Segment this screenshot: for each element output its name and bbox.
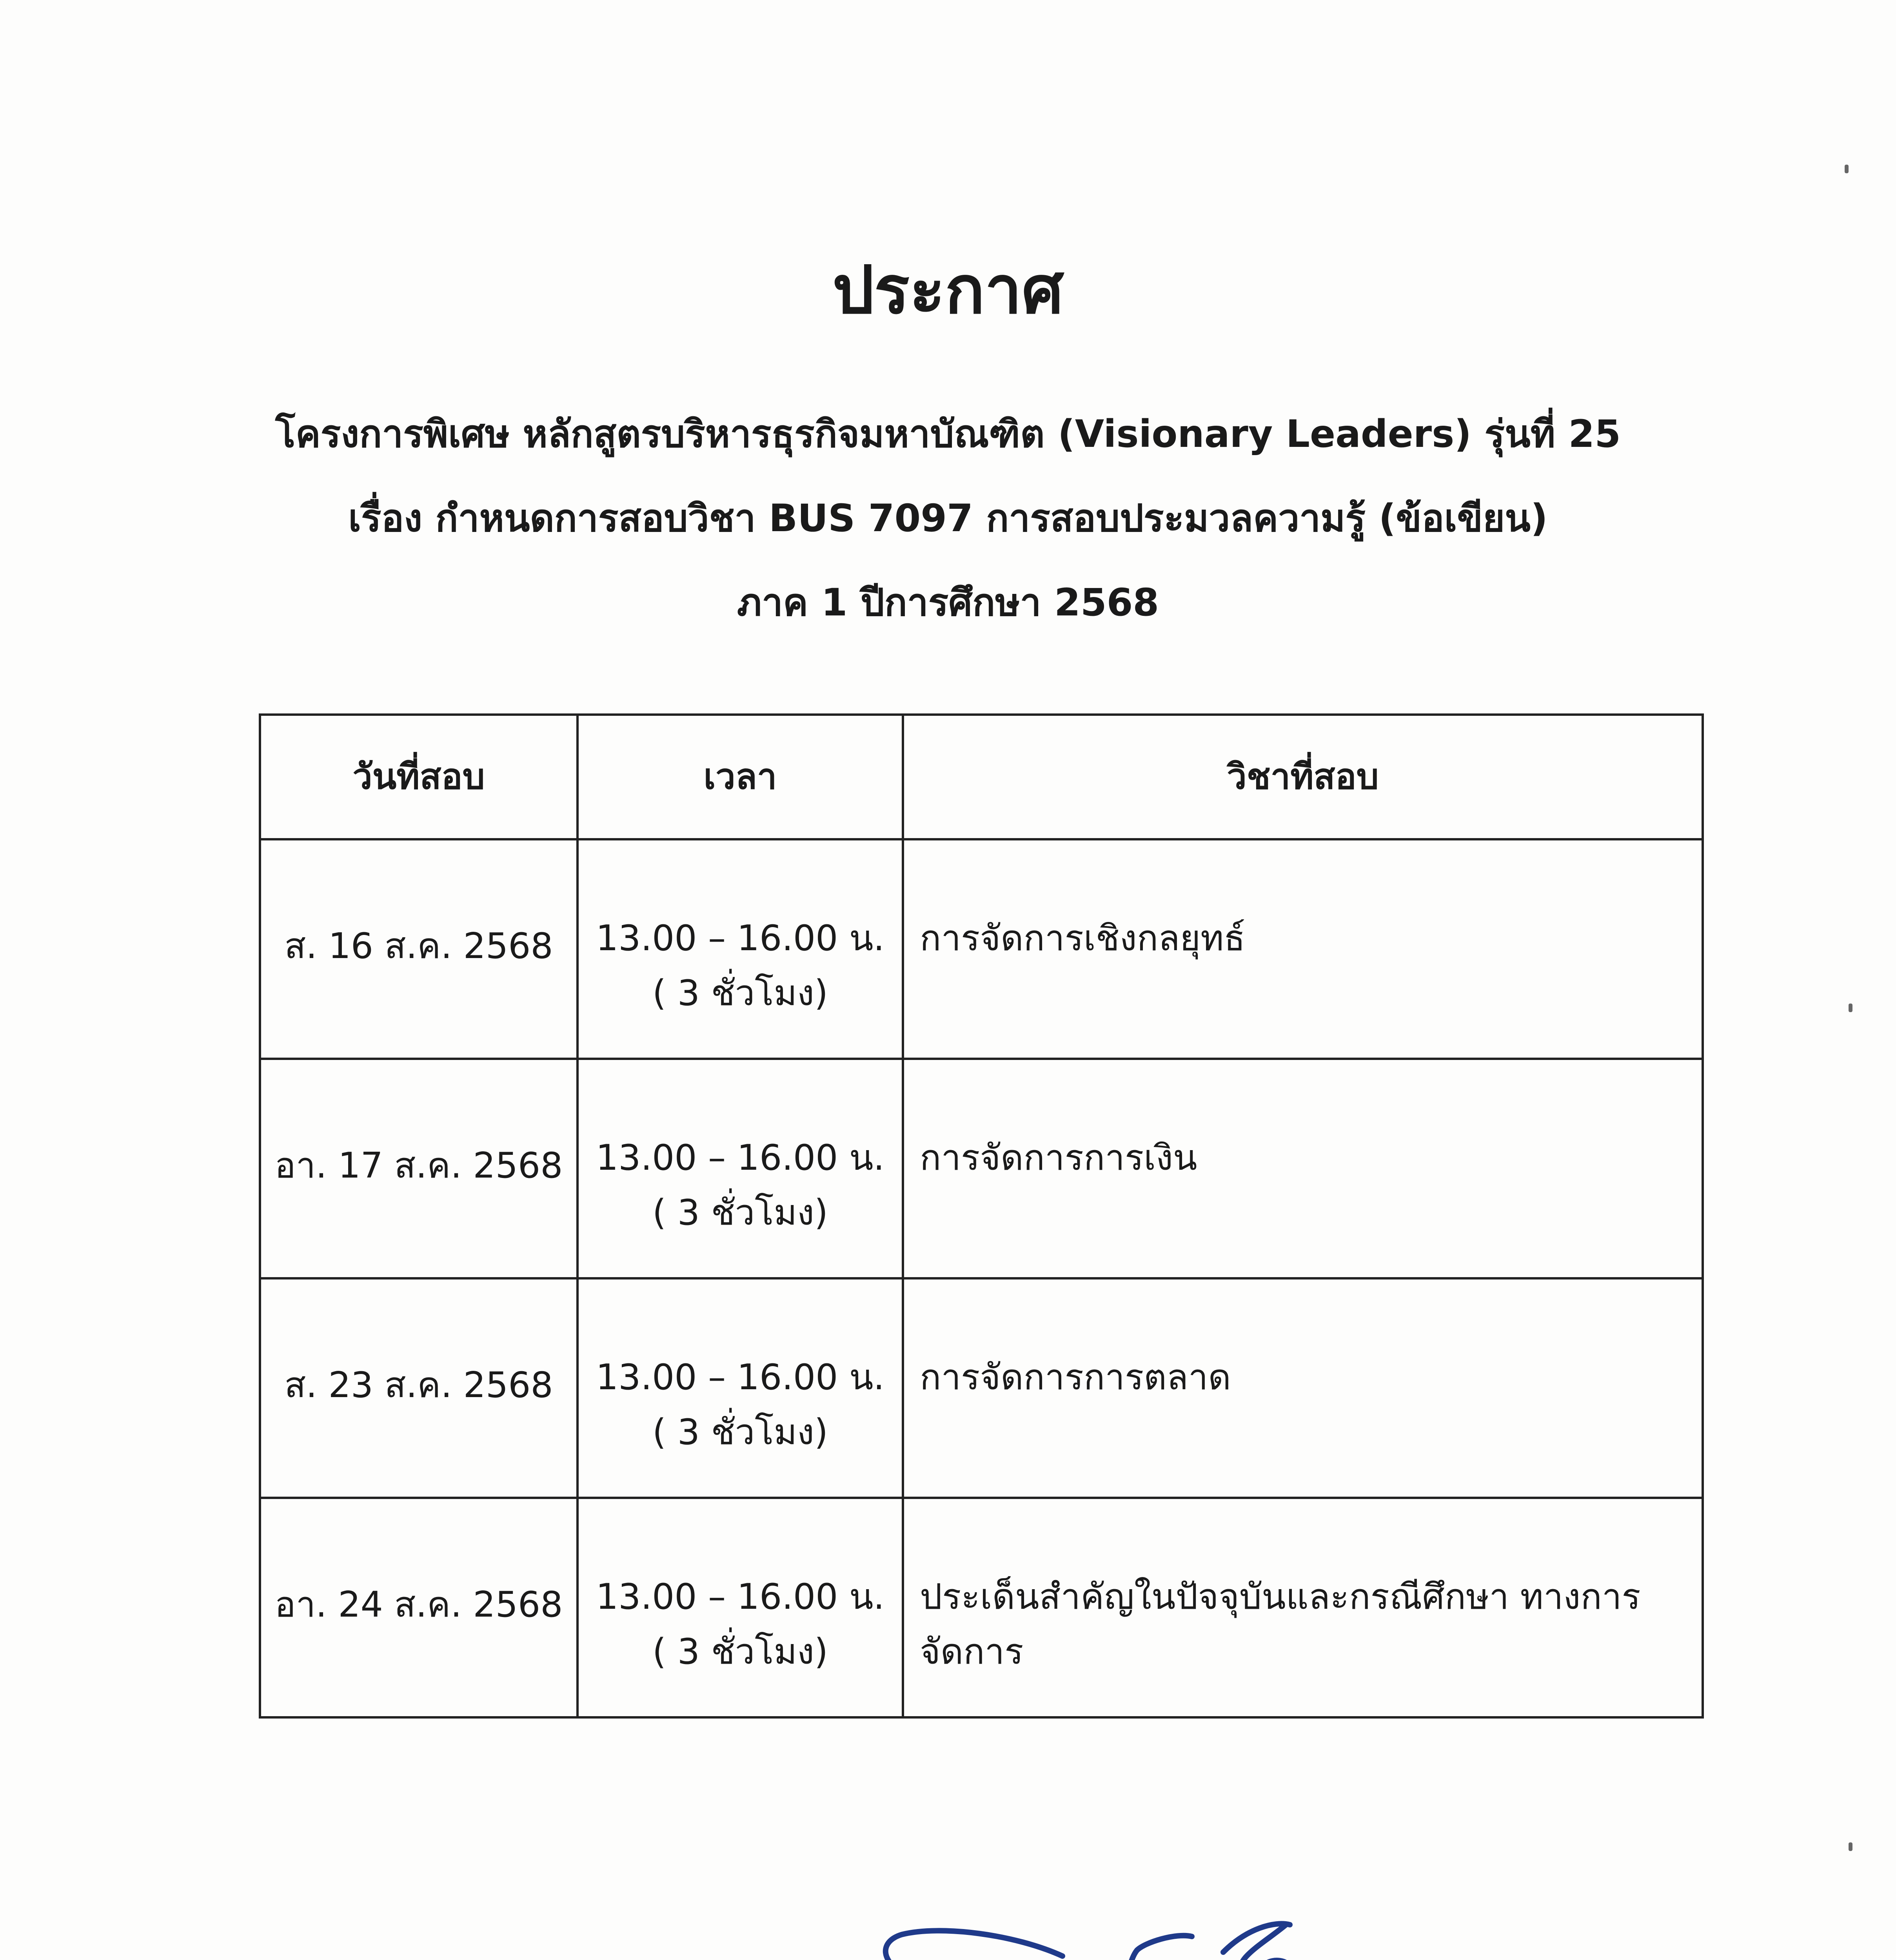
- heading-semester: ภาค 1 ปีการศึกษา 2568: [737, 581, 1159, 624]
- exam-subject: การจัดการการตลาด: [903, 1278, 1703, 1498]
- handwritten-signature: [878, 1897, 1521, 1960]
- table-row: [260, 1498, 1703, 1717]
- exam-subject: การจัดการการเงิน: [903, 1059, 1703, 1278]
- announcement-title: ประกาศ: [832, 252, 1064, 328]
- heading-program: โครงการพิเศษ หลักสูตรบริหารธุรกิจมหาบัณฑิต (Visionary Leaders) รุ่นที่ 25: [275, 412, 1621, 456]
- exam-date: ส. 16 ส.ค. 2568: [260, 839, 578, 1059]
- exam-time: [578, 839, 903, 1059]
- header-time: เวลา: [578, 715, 903, 839]
- heading-subject: เรื่อง กำหนดการสอบวิชา BUS 7097 การสอบประมวลความรู้ (ข้อเขียน): [348, 496, 1548, 540]
- signature-stroke: [886, 1924, 1388, 1960]
- time-duration: ( 3 ชั่วโมง): [652, 972, 828, 1014]
- exam-schedule-table: [259, 713, 1704, 1719]
- header-subject: วิชาที่สอบ: [903, 715, 1703, 839]
- exam-subject: ประเด็นสำคัญในปัจจุบันและกรณีศึกษา ทางการจัดการ: [903, 1498, 1703, 1717]
- exam-time: [578, 1278, 903, 1498]
- table-row: [260, 1278, 1703, 1498]
- scan-speck: [1849, 1004, 1852, 1012]
- exam-date: ส. 23 ส.ค. 2568: [260, 1278, 578, 1498]
- exam-time: [578, 1498, 903, 1717]
- exam-subject: การจัดการเชิงกลยุทธ์: [903, 839, 1703, 1059]
- exam-date: อา. 24 ส.ค. 2568: [260, 1498, 578, 1717]
- time-range: 13.00 – 16.00 น.: [596, 918, 885, 959]
- exam-date: อา. 17 ส.ค. 2568: [260, 1059, 578, 1278]
- time-duration: ( 3 ชั่วโมง): [652, 1631, 828, 1672]
- scan-speck: [1845, 165, 1849, 173]
- table-row: [260, 839, 1703, 1059]
- exam-time: [578, 1059, 903, 1278]
- time-duration: ( 3 ชั่วโมง): [652, 1192, 828, 1233]
- header-exam-date: วันที่สอบ: [260, 715, 578, 839]
- table-row: [260, 1059, 1703, 1278]
- time-range: 13.00 – 16.00 น.: [596, 1576, 885, 1617]
- time-range: 13.00 – 16.00 น.: [596, 1137, 885, 1178]
- time-range: 13.00 – 16.00 น.: [596, 1357, 885, 1398]
- table-header-row: [260, 715, 1703, 839]
- time-duration: ( 3 ชั่วโมง): [652, 1411, 828, 1453]
- scan-speck: [1849, 1842, 1852, 1851]
